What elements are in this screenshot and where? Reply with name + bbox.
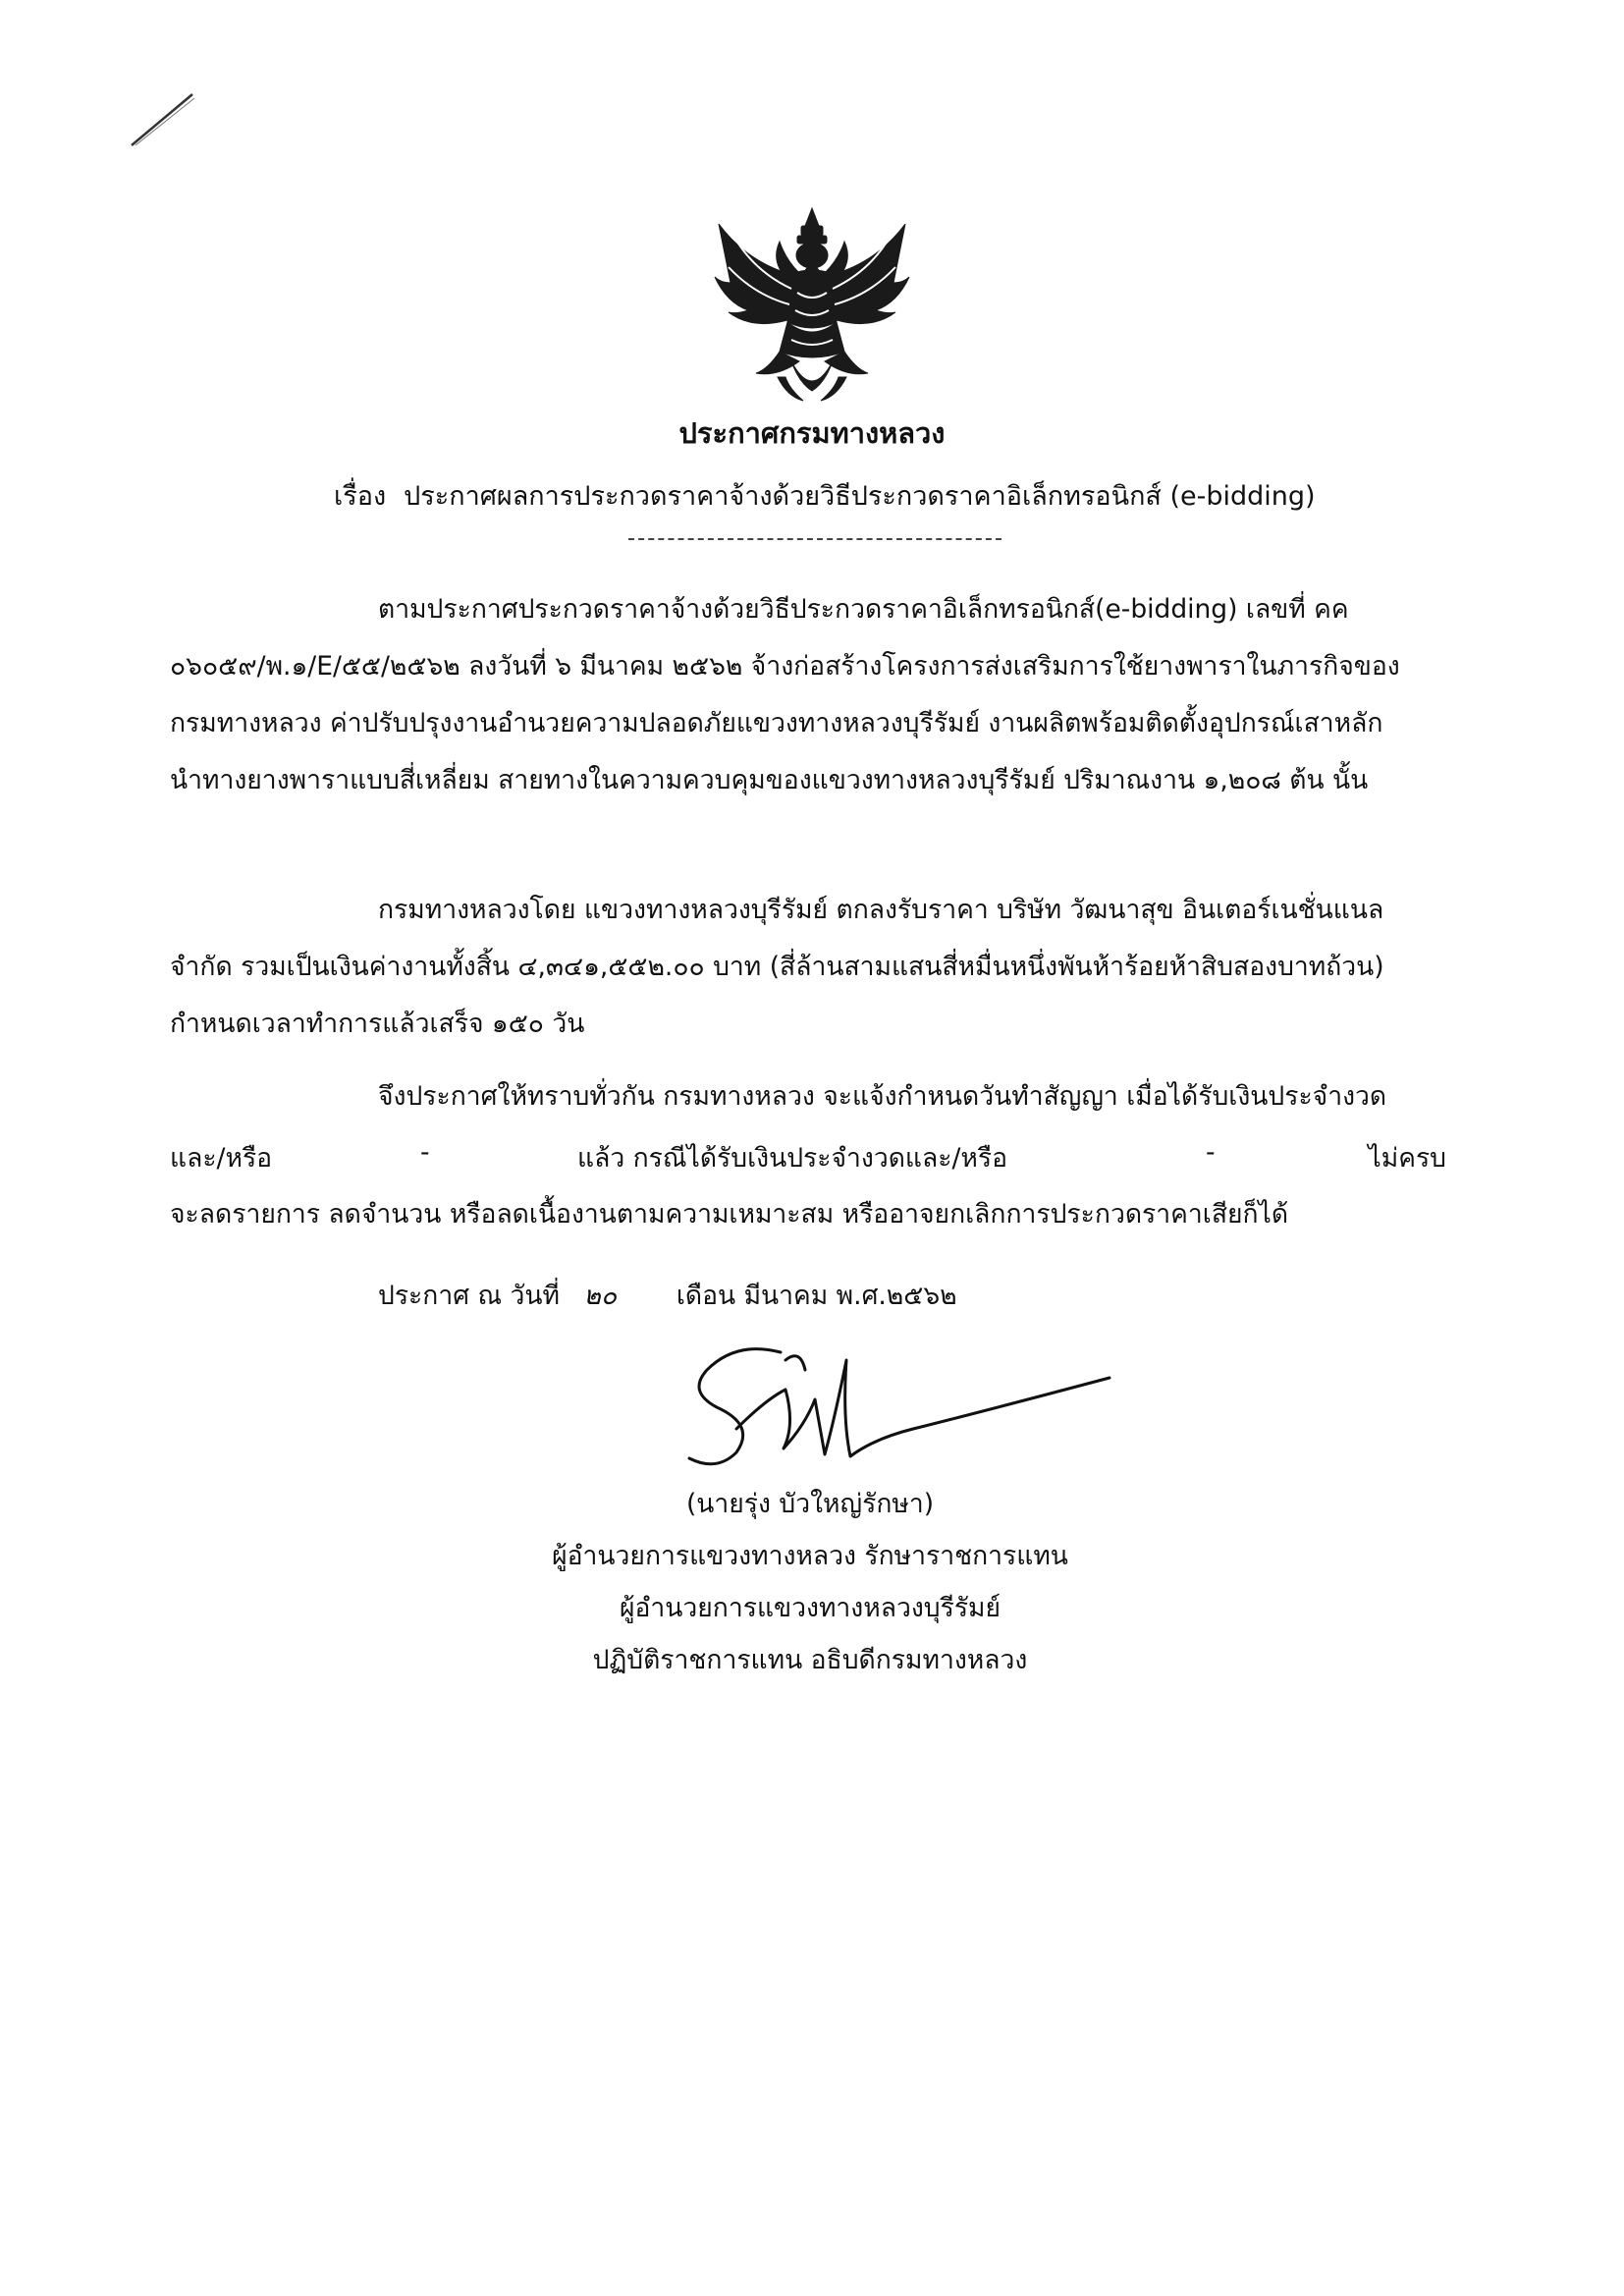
paragraph-1-text: ตามประกาศประกวดราคาจ้างด้วยวิธีประกวดราคาอิเล็กทรอนิกส์(e-bidding) เลขที่ คค ๐๖๐๕๙/พ.๑/E/๕๕/๒๕๖๒ ลงวันที่ ๖ มีนาคม ๒๕๖๒ จ้างก่อสร้างโครงการส่งเสริมการใช้ยางพาราในภารกิจของกรมทางหลวง ค่าปรับปรุงงานอำนวยความปลอดภัยแขวงทางหลวงบุรีรัมย์ งานผลิตพร้อมติดตั้งอุปกรณ์เสาหลักนำทางยางพาราแบบสี่เหลี่ยม สายทางในความควบคุมของแขวงทางหลวงบุรีรัมย์ ปริมาณงาน ๑,๒๐๘ ต้น นั้น <box>170 594 1400 795</box>
paragraph-3-text: จึงประกาศให้ทราบทั่วกัน กรมทางหลวง จะแจ้งกำหนดวันทำสัญญา เมื่อได้รับเงินประจำงวด <box>378 1081 1387 1112</box>
paragraph-3 <box>170 1068 1446 1125</box>
date-month-label: เดือน <box>676 1281 736 1311</box>
row-dash-1: - <box>420 1137 430 1168</box>
paragraph-2-text: กรมทางหลวงโดย แขวงทางหลวงบุรีรัมย์ ตกลงรับราคา บริษัท วัฒนาสุข อินเตอร์เนชั่นแนล จำกัด รวมเป็นเงินค่างานทั้งสิ้น ๔,๓๔๑,๕๕๒.๐๐ บาท (สี่ล้านสามแสนสี่หมื่นหนึ่งพันห้าร้อยห้าสิบสองบาทถ้วน) กำหนดเวลาทำการแล้วเสร็จ ๑๕๐ วัน <box>170 895 1384 1039</box>
dashed-divider <box>628 538 1001 540</box>
date-month: มีนาคม <box>743 1281 829 1311</box>
subject-text: ประกาศผลการประกวดราคาจ้างด้วยวิธีประกวดราคาอิเล็กทรอนิกส์ (e-bidding) <box>404 481 1316 512</box>
paragraph-3-row <box>170 1137 1446 1186</box>
date-day: ๒๐ <box>583 1281 618 1311</box>
pen-stroke-icon <box>128 90 196 149</box>
date-prefix: ประกาศ ณ วันที่ <box>378 1281 560 1311</box>
row-dash-2: - <box>1206 1137 1216 1168</box>
row-incomplete: ไม่ครบ <box>1368 1143 1446 1174</box>
paragraph-3-last-line: จะลดรายการ ลดจำนวน หรือลดเนื้องานตามความเหมาะสม หรืออาจยกเลิกการประกวดราคาเสียก็ได้ <box>170 1199 1289 1230</box>
row-middle: แล้ว กรณีได้รับเงินประจำงวดและ/หรือ <box>577 1143 1008 1174</box>
row-and-or: และ/หรือ <box>170 1143 273 1174</box>
paragraph-2 <box>170 882 1446 1053</box>
signer-position-1: ผู้อำนวยการแขวงทางหลวง รักษาราชการแทน <box>552 1541 1068 1571</box>
signer-position-2: ผู้อำนวยการแขวงทางหลวงบุรีรัมย์ <box>619 1593 1001 1623</box>
garuda-emblem-icon <box>709 204 915 406</box>
paragraph-1 <box>170 581 1446 809</box>
date-year: พ.ศ.๒๕๖๒ <box>836 1281 957 1311</box>
signer-name: (นายรุ่ง บัวใหญ่รักษา) <box>685 1489 935 1519</box>
announcement-date <box>378 1275 957 1316</box>
signer-position-3: ปฏิบัติราชการแทน อธิบดีกรมทางหลวง <box>592 1645 1028 1675</box>
subject-label: เรื่อง <box>334 481 387 512</box>
announcement-title: ประกาศกรมทางหลวง <box>678 416 946 450</box>
subject-line <box>334 474 1316 517</box>
handwritten-signature-icon <box>677 1331 1119 1478</box>
